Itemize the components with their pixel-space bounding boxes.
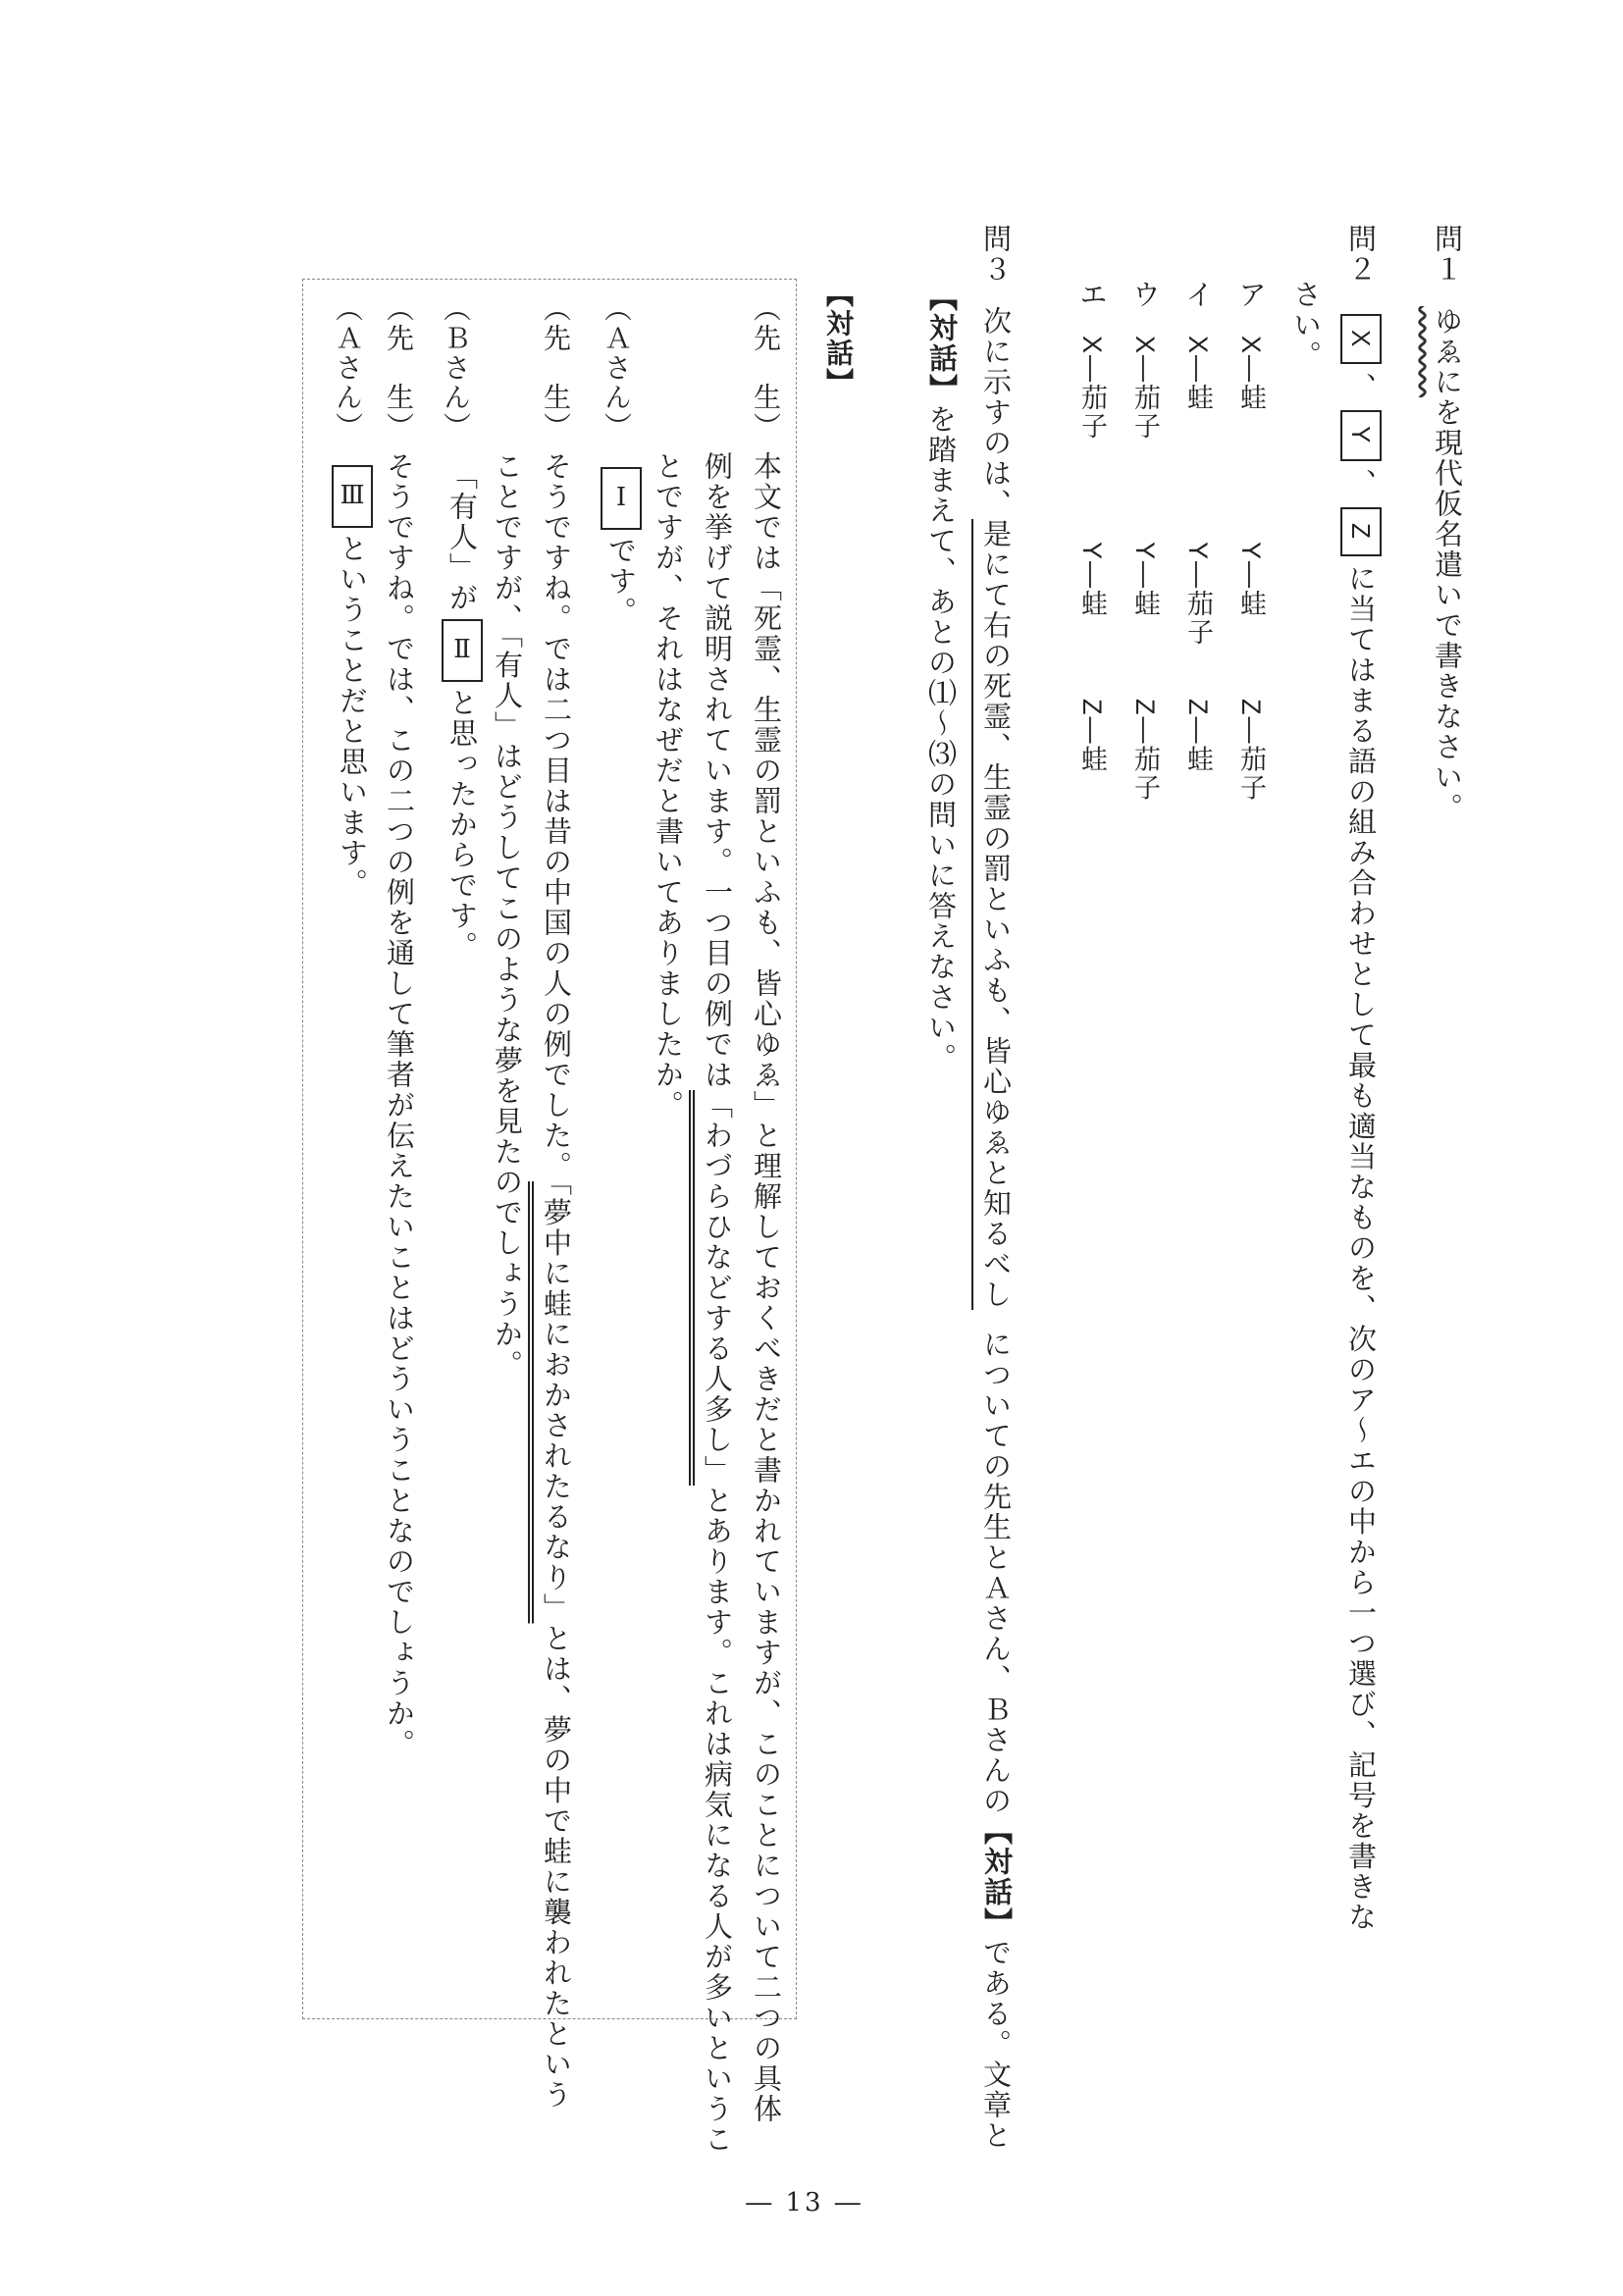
dialog-text: とあります。これは病気になる人が多いというこ (701, 1486, 734, 2155)
option-z: Z―蛙 (1183, 699, 1213, 774)
answer-box-3: Ⅲ (332, 465, 373, 528)
dialog-quote-double-underline: 「わづらひなどする人多し」 (701, 1090, 734, 1486)
question-3 (979, 224, 1013, 2151)
speaker-label: （先 生） (750, 294, 782, 442)
q2-option-e (1075, 280, 1109, 774)
q3-label: 問３ (979, 224, 1013, 285)
q2-option-u (1128, 280, 1162, 803)
dialog-text: 「有人」が (445, 461, 479, 613)
option-mark: ア (1234, 280, 1268, 310)
dialog-line (438, 461, 487, 962)
option-mark: エ (1075, 280, 1109, 310)
question-2 (1336, 224, 1386, 1933)
q3-dialog-ref-2: 【対話】 (925, 283, 957, 404)
q2-separator: 、 (1344, 468, 1378, 499)
option-y: Y―蛙 (1236, 542, 1266, 619)
option-y: Y―蛙 (1077, 542, 1107, 619)
option-z: Z―茄子 (1130, 699, 1160, 803)
option-z: Z―蛙 (1077, 699, 1107, 774)
dialog-text: です。 (604, 536, 638, 627)
option-y: Y―茄子 (1183, 542, 1213, 648)
q3-instruction: を踏まえて、あとの⑴〜⑶の問いに答えなさい。 (924, 404, 958, 1073)
question-1 (1431, 224, 1464, 823)
option-x: X―蛙 (1183, 336, 1213, 413)
q2-option-i (1181, 280, 1215, 774)
answer-box-z: Z (1340, 507, 1382, 556)
option-mark: イ (1181, 280, 1215, 310)
dialog-quote-double-underline: 「夢中に蛙におかされたるなり」 (540, 1181, 573, 1624)
answer-box-y: Y (1340, 410, 1382, 460)
dialog-line: 本文では「死霊、生霊の罰といふも、皆心ゆゑ」と理解しておくべきだと書かれていますが、このことについて二つの具体 (750, 451, 783, 2124)
speaker-label: （Ａさん） (332, 294, 364, 442)
option-x: X―茄子 (1077, 336, 1107, 442)
dialog-text: とは、夢の中で蛙に襲われたという (540, 1623, 573, 2111)
q3-text: についての先生とＡさん、Ｂさんの (979, 1330, 1013, 1816)
answer-box-x: X (1340, 314, 1382, 364)
answer-box-1: Ⅰ (601, 467, 642, 530)
dialog-line (328, 459, 377, 899)
dialog-line (597, 461, 646, 627)
q2-text-continued: さい。 (1289, 280, 1323, 371)
answer-box-2: Ⅱ (442, 619, 483, 682)
dialog-text: 例を挙げて説明されています。一つ目の例では (701, 451, 734, 1090)
q3-text-end: である。文章と (979, 1938, 1013, 2151)
dialog-line (701, 451, 734, 2155)
speaker-label: （Ａさん） (601, 294, 633, 442)
q1-text: を現代仮名遣いで書きなさい。 (1431, 397, 1464, 823)
q2-text: に当てはまる語の組み合わせとして最も適当なものを、次のア〜エの中から一つ選び、記号を書きな (1344, 563, 1378, 1933)
q3-intro: 次に示すのは、 (979, 306, 1013, 519)
dialog-text: と思ったからです。 (445, 688, 479, 962)
dialog-text: そうですね。では二つ目は昔の中国の人の例でした。 (540, 451, 573, 1181)
speaker-label: （先 生） (383, 294, 415, 442)
q3-dialog-ref: 【対話】 (980, 1816, 1012, 1938)
speaker-label: （先 生） (540, 294, 572, 442)
dialog-heading: 【対話】 (823, 280, 854, 397)
dialog-line: そうですね。では、この二つの例を通して筆者が伝えたいことはどういうことなのでしょうか。 (383, 451, 416, 1759)
option-x: X―茄子 (1130, 336, 1160, 442)
option-mark: ウ (1128, 280, 1162, 310)
page-number: ― 13 ― (746, 2188, 864, 2218)
dialog-line (540, 451, 573, 2111)
q3-quoted-sentence: 是にて右の死霊、生霊の罰といふも、皆心ゆゑと知るべし (979, 519, 1013, 1310)
option-x: X―蛙 (1236, 336, 1266, 413)
dialog-line: ことですが、「有人」はどうしてこのような夢を見たのでしょうか。 (491, 451, 524, 1381)
q2-label: 問２ (1344, 224, 1378, 285)
option-y: Y―蛙 (1130, 542, 1160, 619)
speaker-label: （Ｂさん） (440, 294, 472, 442)
q2-option-a (1234, 280, 1268, 803)
option-z: Z―茄子 (1236, 699, 1266, 803)
dialog-text: ということだと思います。 (336, 534, 369, 899)
q3-continued (924, 283, 958, 1073)
q1-label: 問１ (1431, 224, 1464, 285)
q1-target-word: ゆゑに (1431, 306, 1464, 397)
q2-separator: 、 (1344, 372, 1378, 403)
dialog-line: とですが、それはなぜだと書いてありましたか。 (652, 451, 685, 1121)
